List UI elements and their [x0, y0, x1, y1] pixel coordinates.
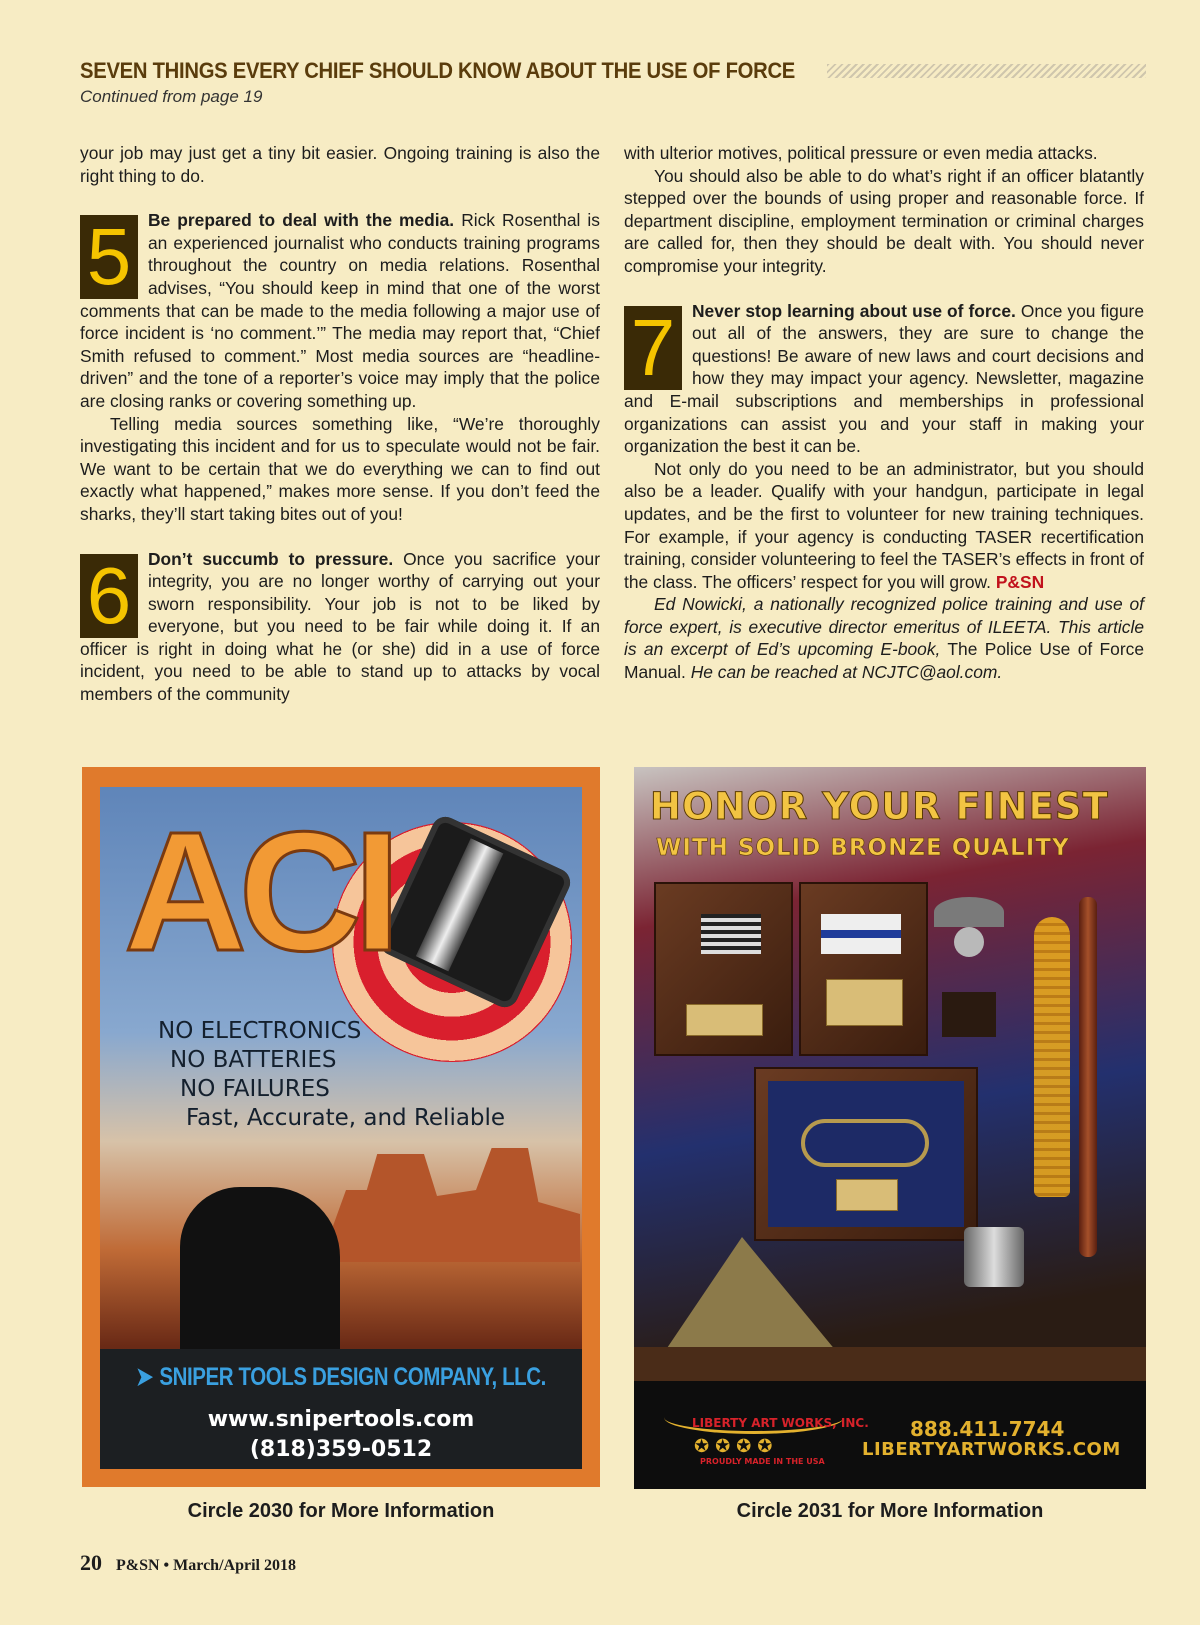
page-number: 20: [80, 1550, 102, 1575]
section-text: Rick Rosenthal is an experienced journalist who conducts training programs throughout the country on media relations. Rosenthal advises, “You should keep in mind that one of the worst comments that can be made to the media following a major use of force incident is ‘no comment.’” The media may report that, “Chief Smith refused to comment.” Most media sources are “headline-driven” and the tone of a reporter’s voice may imply that the police are closing ranks or covering something up.: [80, 210, 600, 411]
section-text: Once you figure out all of the answers, they are sure to change the questions! Be aware of new laws and court decisions and how they may impact your agency. Newsletter, magazine and E-mail subscriptions and memberships in professional organizations can assist you and your staff in making your organization the best it can be.: [624, 300, 1144, 457]
honor-headline: HONOR YOUR FINEST: [650, 785, 1109, 828]
gavel-icon: [964, 1227, 1024, 1287]
plaque-plate: [836, 1179, 898, 1211]
publication-info: P&SN • March/April 2018: [116, 1557, 296, 1574]
bio-text: Ed Nowicki, a nationally recognized police training and use of force expert, is executive director emeritus of ILEETA. This article is an excerpt of Ed’s upcoming E-book,: [624, 594, 1144, 660]
paragraph: with ulterior motives, political pressure or even media attacks.: [624, 143, 1098, 163]
tassel-icon: [1034, 917, 1070, 1197]
honor-subhead: WITH SOLID BRONZE QUALITY: [656, 835, 1070, 861]
aci-phone: (818)359-0512: [249, 1437, 433, 1462]
handcuff-display-case: [754, 1067, 978, 1241]
aci-advertisement[interactable]: [82, 767, 600, 1487]
tagline: Fast, Accurate, and Reliable: [186, 1105, 506, 1131]
bio-contact: He can be reached at NCJTC@aol.com.: [685, 662, 1003, 683]
mesa-landscape: [320, 1142, 580, 1262]
blue-line-plaque: [799, 882, 928, 1056]
section-lead: Don’t succumb to pressure.: [148, 548, 394, 569]
tagline: NO FAILURES: [180, 1076, 330, 1102]
continued-note: Continued from page 19: [80, 87, 263, 106]
paragraph: your job may just get a tiny bit easier. Ongoing training is also the right thing to do.: [80, 143, 600, 186]
honor-caption: Circle 2031 for More Information: [736, 1500, 1044, 1522]
badge-icons: ✪✪✪✪: [694, 1436, 779, 1457]
flag-icon: [701, 914, 761, 954]
honor-website[interactable]: LIBERTYARTWORKS.COM: [862, 1439, 1121, 1460]
paragraph-text: Not only do you need to be an administrator, but you should also be a leader. Qualify with your handgun, participate in legal updates, and be the first to volunteer for new training techniques. For example, if your agency is conducting TASER recertification training, consider volunteering to feel the TASER’s effects in front of the class. The officers’ respect for you will grow.: [624, 458, 1144, 592]
aci-taglines: [158, 1017, 505, 1133]
honor-phone: 888.411.7744: [910, 1417, 1065, 1441]
right-column: [624, 142, 1144, 684]
section-number: 5: [80, 215, 138, 299]
handcuffs-icon: [801, 1119, 929, 1167]
section-6: [80, 548, 600, 706]
section-5: [80, 209, 600, 412]
company-name: ➤ SNIPER TOOLS DESIGN COMPANY, LLC.: [136, 1363, 546, 1391]
eagle-trophy: [934, 887, 1004, 1047]
article-title: SEVEN THINGS EVERY CHIEF SHOULD KNOW ABOUT THE USE OF FORCE: [80, 58, 796, 83]
plaque-plate: [826, 979, 903, 1026]
paragraph: [624, 458, 1144, 594]
book-title: The Police Use of Force Manual.: [624, 639, 1145, 683]
header-rule: [827, 64, 1146, 78]
end-mark: P&SN: [995, 571, 1045, 592]
section-number: 6: [80, 554, 138, 638]
aci-caption: Circle 2030 for More Information: [187, 1500, 495, 1522]
blue-line-flag-icon: [821, 914, 901, 954]
rifle-icon: ➤: [136, 1363, 153, 1391]
flag-plaque: [654, 882, 793, 1056]
section-text: Once you sacrifice your integrity, you are no longer worthy of carrying out your sworn responsibility. Your job is not to be liked by everyone, but you need to be fair while doing it. If an officer is right in doing what he (or she) did in a use of force incident, you need to be able to stand up to attacks by vocal members of the community: [80, 548, 600, 705]
left-column: [80, 142, 600, 706]
paragraph: You should also be able to do what’s right if an officer blatantly stepped over the bounds of using proper and reasonable force. If department discipline, employment termination or criminal charges are called for, then they should be dealt with. You should never compromise your integrity.: [624, 165, 1144, 276]
plaque-plate: [686, 1004, 763, 1036]
author-bio: [624, 593, 1144, 683]
section-7: [624, 300, 1144, 458]
section-number: 7: [624, 306, 682, 390]
aci-logo: ACI: [124, 797, 393, 987]
article-header: [80, 58, 1146, 107]
aci-website[interactable]: www.snipertools.com: [207, 1407, 475, 1432]
page-footer: [80, 1550, 296, 1576]
tagline: NO ELECTRONICS: [158, 1018, 362, 1044]
liberty-art-works-advertisement[interactable]: [634, 767, 1146, 1489]
section-lead: Never stop learning about use of force.: [692, 300, 1016, 321]
liberty-art-works-logo: LIBERTY ART WORKS, INC. ✪✪✪✪ PROUDLY MADE IN THE USA: [664, 1401, 869, 1466]
aci-artwork: [100, 787, 582, 1469]
baton-icon: [1079, 897, 1097, 1257]
paragraph: Telling media sources something like, “We’re thoroughly investigating this incident and for us to speculate would not be fair. We want to be certain that we do everything we can to find out exactly what happened,” makes more sense. If you don’t feed the sharks, they’ll start taking bites out of you!: [80, 413, 600, 524]
eagle-icon: [934, 897, 1004, 927]
section-lead: Be prepared to deal with the media.: [148, 210, 455, 231]
tagline: NO BATTERIES: [170, 1047, 337, 1073]
